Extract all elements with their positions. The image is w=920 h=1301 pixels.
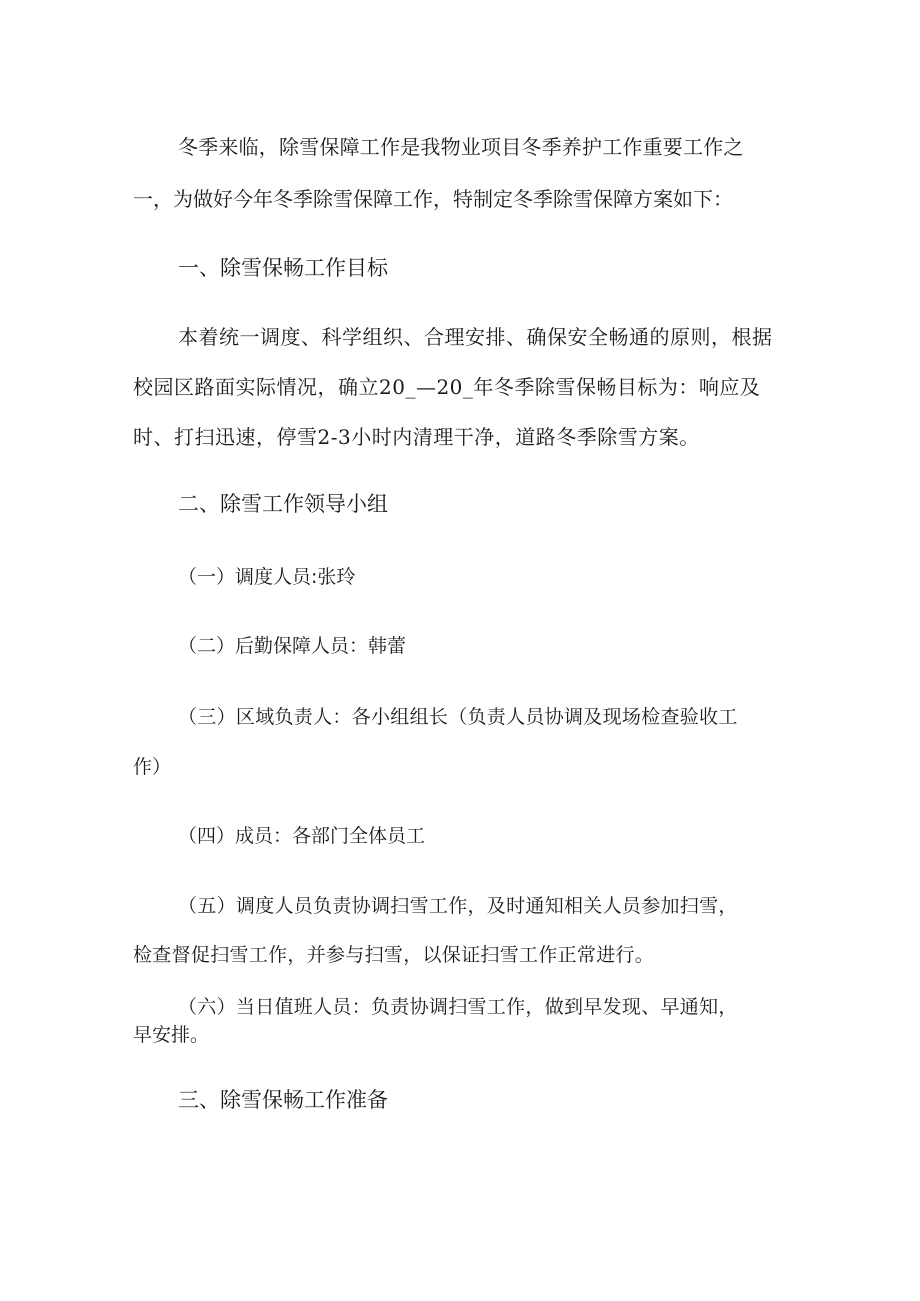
item-4-line-1: （四）成员：各部门全体员工: [178, 825, 426, 847]
item-3-line-2: 作）: [133, 756, 172, 778]
section-1-line-3: 时、打扫迅速，停雪2-3小时内清理干净，道路冬季除雪方案。: [133, 425, 700, 449]
intro-line-1: 冬季来临，除雪保障工作是我物业项目冬季养护工作重要工作之: [178, 135, 744, 159]
item-2-line-1: （二）后勤保障人员：韩蕾: [178, 635, 407, 657]
intro-line-2: 一，为做好今年冬季除雪保障工作，特制定冬季除雪保障方案如下：: [133, 187, 733, 211]
section-3-heading: 三、除雪保畅工作准备: [178, 1088, 388, 1112]
item-1-line-1: （一）调度人员:张玲: [178, 566, 356, 588]
item-6-line-1: （六）当日值班人员：负责协调扫雪工作，做到早发现、早通知，: [178, 996, 738, 1018]
section-2-heading: 二、除雪工作领导小组: [178, 492, 388, 516]
section-1-line-2: 校园区路面实际情况，确立20_—20_年冬季除雪保畅目标为：响应及: [133, 375, 761, 399]
item-3-line-1: （三）区域负责人：各小组组长（负责人员协调及现场检查验收工: [178, 706, 738, 728]
item-5-line-2: 检查督促扫雪工作，并参与扫雪，以保证扫雪工作正常进行。: [133, 944, 655, 966]
item-5-line-1: （五）调度人员负责协调扫雪工作，及时通知相关人员参加扫雪，: [178, 895, 738, 917]
section-1-line-1: 本着统一调度、科学组织、合理安排、确保安全畅通的原则，根据: [178, 325, 773, 349]
section-1-heading: 一、除雪保畅工作目标: [178, 256, 388, 280]
item-6-line-2: 早安排。: [133, 1024, 210, 1046]
